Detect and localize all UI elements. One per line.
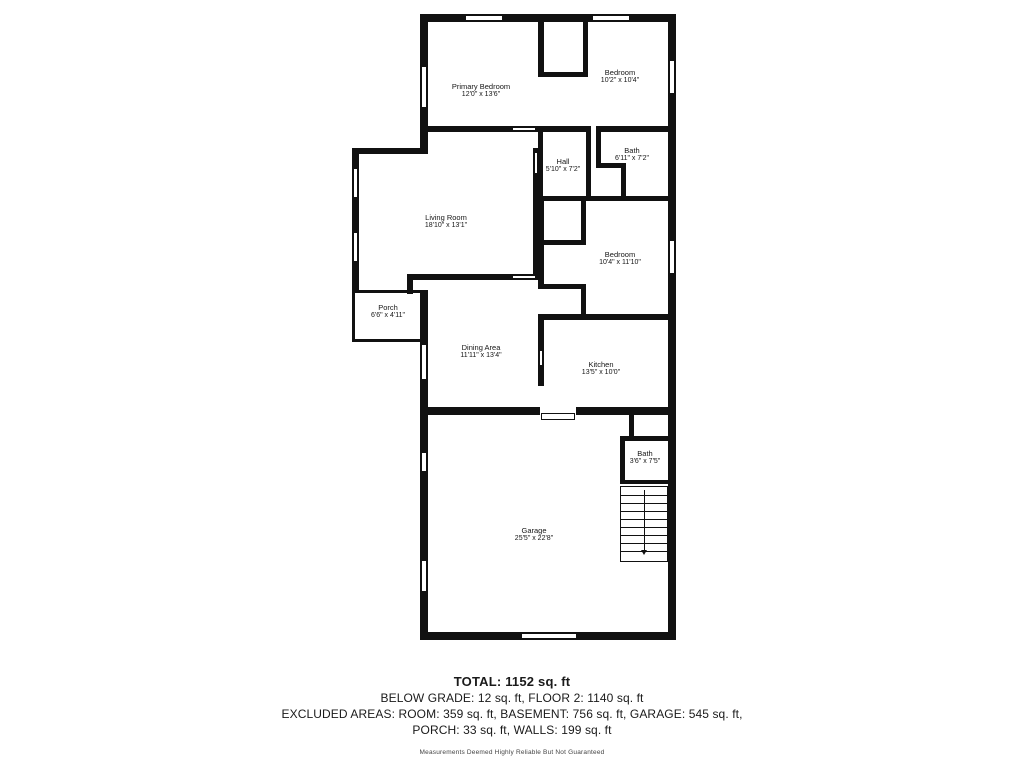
wall-bedroom-closet-v (581, 201, 586, 245)
wall-house-bottom (420, 407, 540, 415)
garage-door (521, 633, 577, 639)
wall-under-primary (420, 126, 590, 132)
room-label-primary-bedroom: Primary Bedroom 12'0" x 13'6" (451, 82, 511, 99)
wall-garage-stub (629, 415, 634, 437)
wall-bedroom-lower-closet-h2 (538, 284, 586, 289)
wall-closet-divider-2 (583, 14, 588, 76)
wall-bedroom-lower-bottom (538, 314, 676, 320)
garage-side-window (421, 452, 427, 472)
window-right-upper-1 (669, 60, 675, 94)
opening-dining-kitchen (539, 350, 543, 366)
wall-bedroom-lower-left-3 (538, 314, 544, 346)
door-primary-bedroom (512, 127, 536, 131)
room-label-bath-lower: Bath 3'6" x 7'5" (629, 449, 661, 466)
porch-wall-top (352, 290, 424, 293)
exterior-wall-top (420, 14, 676, 22)
excluded-areas-line-1: EXCLUDED AREAS: ROOM: 359 sq. ft, BASEMENT: 756 sq. ft, GARAGE: 545 sq. ft, (281, 707, 743, 721)
room-label-bedroom-lower: Bedroom 10'4" x 11'10" (599, 250, 641, 267)
door-living-dining (512, 275, 536, 279)
wall-house-bottom-2 (576, 407, 676, 415)
room-label-kitchen: Kitchen 13'5" x 10'0" (581, 360, 621, 377)
stair-direction-arrowhead (641, 550, 647, 555)
window-left-primary (421, 66, 427, 108)
room-label-bedroom-upper: Bedroom 10'2" x 10'4" (600, 68, 640, 85)
stair-direction-arrow (644, 490, 645, 552)
room-label-living-room: Living Room 18'10" x 13'1" (424, 213, 468, 230)
exterior-wall-right-garage (668, 414, 676, 640)
porch-wall-left (352, 290, 355, 342)
window-top-right (592, 15, 630, 21)
room-label-hall: Hall 5'10" x 7'2" (545, 157, 581, 174)
exterior-wall-left-garage (420, 415, 428, 640)
garage-side-door (421, 560, 427, 592)
excluded-areas-line-2: PORCH: 33 sq. ft, WALLS: 199 sq. ft (412, 723, 612, 737)
window-right-upper-2 (669, 240, 675, 274)
room-label-porch: Porch 6'6" x 4'11" (371, 303, 405, 320)
wall-bedroom-lower-closet-v2 (581, 284, 586, 318)
below-grade-line: BELOW GRADE: 12 sq. ft, FLOOR 2: 1140 sq. ft (380, 691, 644, 705)
wall-under-bedroom-upper (596, 126, 676, 132)
window-dining-left (421, 344, 427, 380)
window-living-left-2 (353, 232, 358, 262)
wall-primary-bedroom-divider (538, 14, 544, 72)
wall-hall-bottom (538, 196, 676, 201)
area-summary (0, 660, 1024, 756)
wall-bath-lower-bottom (620, 480, 676, 484)
door-kitchen-bottom (541, 413, 575, 420)
wall-bedroom-lower-left (538, 201, 544, 245)
room-label-dining-area: Dining Area 11'11" x 13'4" (460, 343, 502, 360)
total-area-text: TOTAL: 1152 sq. ft (453, 674, 571, 689)
wall-living-bottom-stub (407, 274, 413, 294)
room-label-bath-upper: Bath 6'11" x 7'2" (615, 146, 649, 163)
porch-wall-bottom (352, 339, 424, 342)
wall-bedroom-closet-h (538, 240, 586, 245)
window-top-left (465, 15, 503, 21)
room-label-garage: Garage 25'5" x 22'8" (514, 526, 554, 543)
wall-bath-upper-vert (621, 163, 626, 197)
measurement-disclaimer: Measurements Deemed Highly Reliable But Not Guaranteed (419, 749, 605, 756)
wall-jog-primary-to-living (352, 148, 428, 154)
window-living-left-1 (353, 168, 358, 198)
